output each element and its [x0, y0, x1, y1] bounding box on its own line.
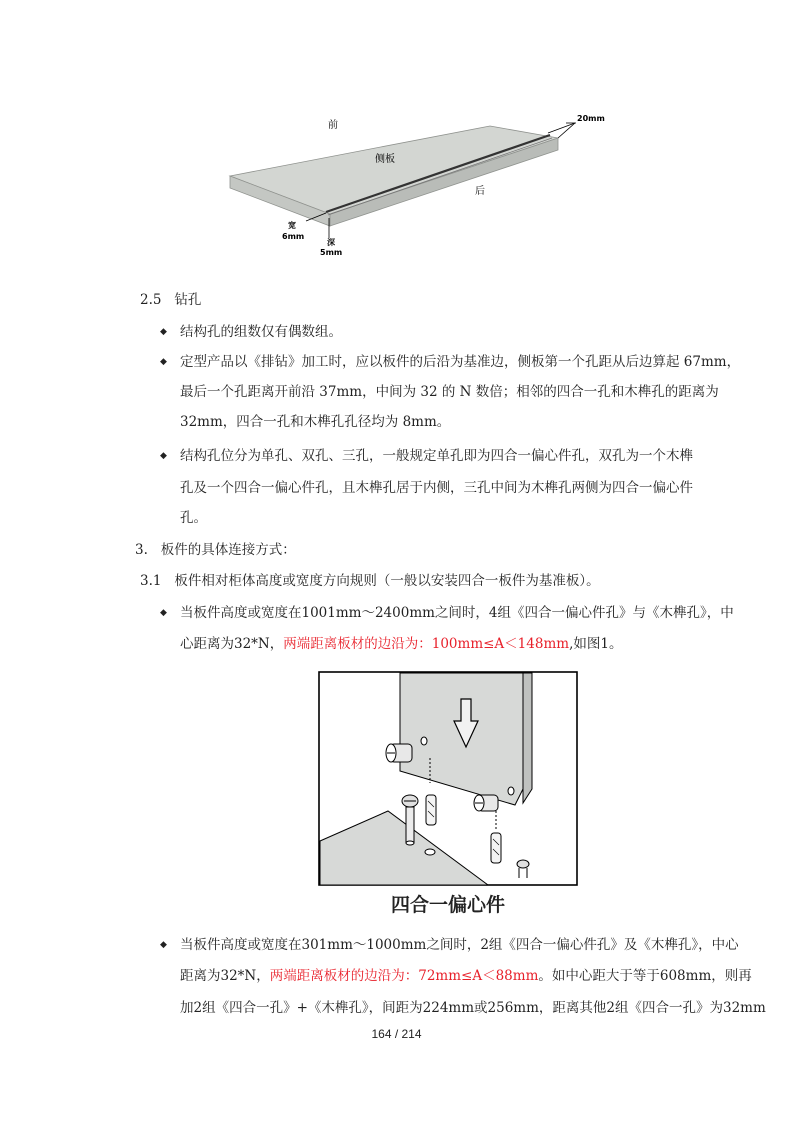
bullet-diamond-icon: ◆ [160, 608, 167, 618]
label-back: 后 [475, 186, 485, 197]
bullet-text: 32mm，四合一孔和木榫孔孔径均为 8mm。 [180, 414, 451, 430]
bullet-diamond-icon: ◆ [160, 940, 167, 950]
hole-icon [421, 737, 427, 745]
eccentric-fitting-figure [318, 671, 578, 886]
dim-6mm-label: 6mm [282, 232, 305, 241]
bullet-text: 孔及一个四合一偏心件孔，且木榫孔居于内侧，三孔中间为木榫孔两侧为四合一偏心件 [180, 480, 693, 496]
section-title: 板件相对柜体高度或宽度方向规则（一般以安装四合一板件为基准板）。 [174, 573, 600, 589]
section-title: 钻孔 [174, 292, 202, 308]
figure-caption: 四合一偏心件 [390, 894, 505, 916]
bullet-diamond-icon: ◆ [160, 327, 167, 337]
section-number: 3. [135, 542, 148, 558]
bullet-text: 当板件高度或宽度在301mm～1000mm之间时，2组《四合一偏心件孔》及《木榫孔》，中心 [180, 937, 739, 953]
eccentric-cam-icon [474, 795, 498, 811]
label-front: 前 [328, 120, 338, 131]
highlight-text: 两端距离板材的边沿为：72mm≤A＜88mm [269, 968, 539, 984]
side-panel-figure [220, 108, 620, 268]
text-run: ,如图1。 [569, 636, 623, 652]
bullet-text: 加2组《四合一孔》+《木榫孔》，间距为224mm或256mm，距离其他2组《四合一孔》为32mm [180, 1000, 766, 1016]
bullet-text-line [180, 966, 752, 986]
eccentric-cam-icon [386, 744, 412, 762]
section-3-1-heading [140, 571, 600, 591]
dim-20mm-label: 20mm [577, 114, 605, 123]
text-run: 心距离为32*N， [180, 636, 284, 652]
page-number: 164 / 214 [371, 1027, 422, 1041]
bullet-text-line [180, 634, 622, 654]
wood-dowel-icon [491, 833, 501, 863]
dim-5mm-label: 5mm [320, 248, 343, 257]
section-3-heading [135, 540, 296, 560]
wood-dowel-icon [426, 795, 436, 825]
bullet-diamond-icon: ◆ [160, 451, 167, 461]
bullet-text: 结构孔的组数仅有偶数组。 [180, 324, 342, 340]
section-title: 板件的具体连接方式： [160, 542, 296, 558]
section-number: 2.5 [140, 292, 162, 308]
hole-icon [425, 849, 435, 855]
label-side-panel: 侧板 [375, 154, 395, 165]
bullet-text: 孔。 [180, 510, 207, 526]
text-run: 。如中心距大于等于608mm，则再 [538, 968, 752, 984]
label-depth: 深 [327, 238, 335, 247]
bullet-text: 当板件高度或宽度在1001mm～2400mm之间时，4组《四合一偏心件孔》与《木榫孔》，中 [180, 605, 734, 621]
bullet-diamond-icon: ◆ [160, 357, 167, 367]
upper-panel-side [523, 673, 532, 803]
label-width: 宽 [288, 221, 296, 230]
bullet-text: 最后一个孔距离开前沿 37mm，中间为 32 的 N 数倍；相邻的四合一孔和木榫孔的距离为 [180, 384, 719, 400]
bullet-text: 定型产品以《排钻》加工时，应以板件的后沿为基准边，侧板第一个孔距从后边算起 67mm， [180, 354, 741, 370]
highlight-text: 两端距离板材的边沿为：100mm≤A＜148mm [283, 636, 570, 652]
dim-20mm-leader-b [558, 123, 575, 138]
hole-icon [508, 787, 514, 795]
section-2-5-heading [140, 290, 201, 310]
dim-20mm-leader [548, 123, 575, 133]
bullet-text: 结构孔位分为单孔、双孔、三孔，一般规定单孔即为四合一偏心件孔，双孔为一个木榫 [180, 448, 693, 464]
section-number: 3.1 [140, 573, 162, 589]
text-run: 距离为32*N， [180, 968, 270, 984]
